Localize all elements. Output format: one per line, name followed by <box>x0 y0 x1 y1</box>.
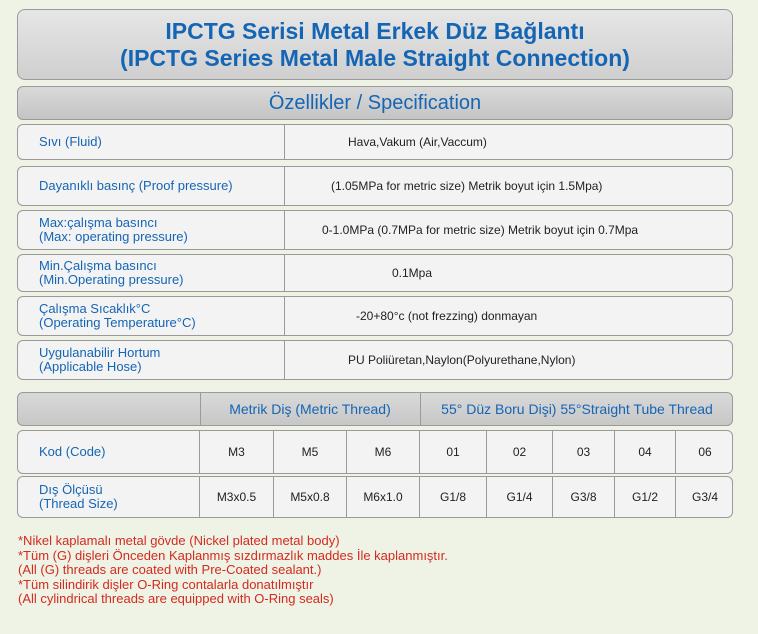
code-row <box>17 430 733 474</box>
metric-thread-header: Metrik Diş (Metric Thread) <box>229 401 391 417</box>
code-cell: M3 <box>200 431 274 473</box>
note-line: *Tüm (G) dişleri Önceden Kaplanmış sızdırmazlık maddes İle kaplanmıştır. <box>18 547 448 563</box>
spec-label-line2: (Operating Temperature°C) <box>39 315 196 330</box>
spec-row-proof-pressure <box>17 166 733 206</box>
spec-row-max-pressure <box>17 210 733 250</box>
notes <box>18 534 738 607</box>
spec-row-temperature <box>17 296 733 336</box>
spec-label <box>18 341 285 379</box>
spec-row-min-pressure <box>17 254 733 292</box>
spec-label-line1: Max:çalışma basıncı <box>39 215 158 230</box>
straight-thread-header: 55° Düz Boru Dişi) 55°Straight Tube Thread <box>441 401 713 417</box>
code-label: Kod (Code) <box>18 431 200 473</box>
thread-size-cell: G1/4 <box>487 477 553 517</box>
thread-size-cell: G1/8 <box>420 477 487 517</box>
thread-size-cell: M5x0.8 <box>274 477 347 517</box>
thread-size-cell: G3/4 <box>691 490 718 504</box>
code-cell: 06 <box>698 445 712 459</box>
thread-size-cell: G1/2 <box>615 477 676 517</box>
spec-value: 0.1Mpa <box>392 266 433 280</box>
code-cell: M5 <box>274 431 347 473</box>
spec-label-line1: Sıvı (Fluid) <box>39 134 102 149</box>
spec-label <box>18 167 285 205</box>
note-line: *Tüm silindirik dişler O-Ring contalarla donatılmıştır <box>18 576 314 592</box>
spec-label <box>18 125 285 159</box>
spec-label-line1: Uygulanabilir Hortum <box>39 345 161 360</box>
code-cell: 03 <box>553 431 615 473</box>
spec-label-line1: Min.Çalışma basıncı <box>39 258 157 273</box>
thread-size-cell: M6x1.0 <box>347 477 420 517</box>
spec-label <box>18 255 285 291</box>
title-english: (IPCTG Series Metal Male Straight Connection) <box>120 45 630 71</box>
spec-value: 0-1.0MPa (0.7MPa for metric size) Metrik boyut için 0.7Mpa <box>322 223 639 237</box>
spec-row-hose <box>17 340 733 380</box>
title-turkish: IPCTG Serisi Metal Erkek Düz Bağlantı <box>165 18 585 44</box>
thread-size-cell: M3x0.5 <box>200 477 274 517</box>
code-cell: M6 <box>347 431 420 473</box>
spec-label-line2: (Max: operating pressure) <box>39 229 188 244</box>
thread-table-header <box>17 392 733 426</box>
spec-value: -20+80°c (not frezzing) donmayan <box>356 309 538 323</box>
spec-row-fluid <box>17 124 733 160</box>
spec-label <box>18 211 285 249</box>
thread-size-label: Dış Ölçüsü (Thread Size) <box>18 477 200 517</box>
spec-value: (1.05MPa for metric size) Metrik boyut için 1.5Mpa) <box>331 179 603 193</box>
spec-label <box>18 297 285 335</box>
spec-label-line2: (Applicable Hose) <box>39 359 142 374</box>
code-cell: 02 <box>487 431 553 473</box>
note-line: (All cylindrical threads are equipped with O-Ring seals) <box>18 591 334 607</box>
spec-value: PU Poliüretan,Naylon(Polyurethane,Nylon) <box>348 353 576 367</box>
specification-header: Özellikler / Specification <box>17 86 733 120</box>
thread-size-row <box>17 476 733 518</box>
title-banner <box>17 9 733 80</box>
note-line: (All (G) threads are coated with Pre-Coated sealant.) <box>18 562 322 578</box>
spec-label-line1: Çalışma Sıcaklık°C <box>39 301 151 316</box>
note-line: *Nikel kaplamalı metal gövde (Nickel plated metal body) <box>18 533 340 548</box>
spec-label-line1: Dayanıklı basınç (Proof pressure) <box>39 178 233 193</box>
spec-value: Hava,Vakum (Air,Vaccum) <box>348 135 487 149</box>
code-cell: 01 <box>420 431 487 473</box>
thread-size-cell: G3/8 <box>553 477 615 517</box>
code-cell: 04 <box>615 431 676 473</box>
spec-label-line2: (Min.Operating pressure) <box>39 272 184 287</box>
